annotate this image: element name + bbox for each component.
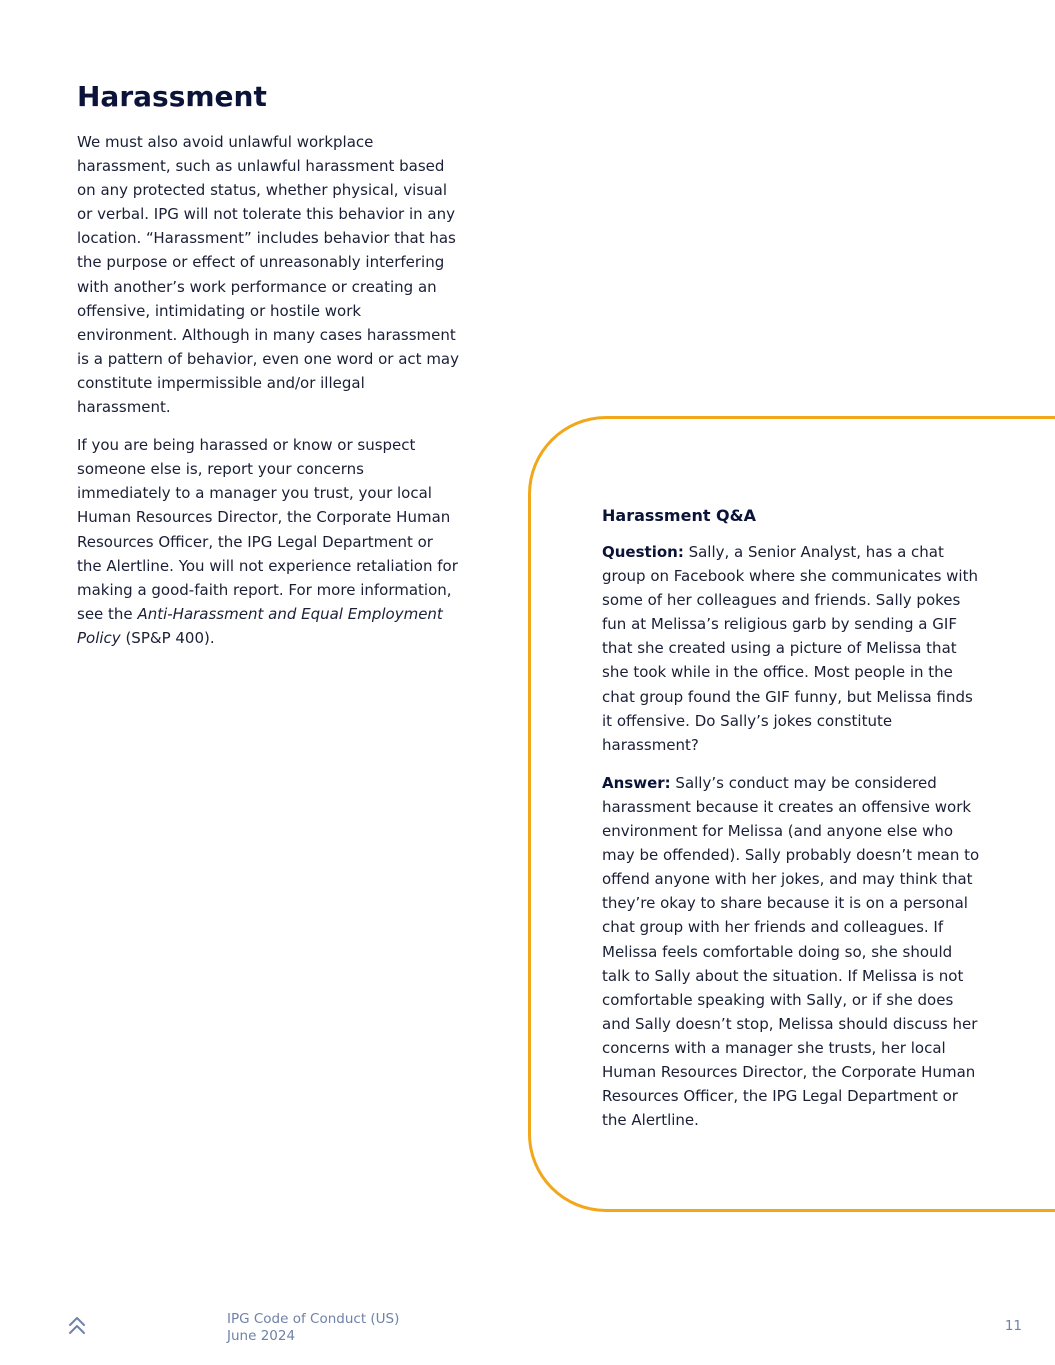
qa-callout [602,503,982,1146]
answer-label: Answer: [602,773,671,792]
reporting-paragraph [77,433,462,650]
page-number: 11 [1004,1318,1022,1334]
qa-answer [602,771,982,1132]
double-chevron-up-icon[interactable] [68,1316,86,1336]
footer-doc-date: June 2024 [227,1328,296,1344]
question-text: Sally, a Senior Analyst, has a chat group on Facebook where she communicates with some of her colleagues and friends. Sally pokes fun at Melissa’s religious garb by sending a GIF that she created using a picture of Melissa that she took while in the office. Most people in the chat group found the GIF funny, but Melissa finds it offensive. Do Sally’s jokes constitute harassment? [602,543,978,754]
qa-title: Harassment Q&A [602,506,756,525]
intro-paragraph: We must also avoid unlawful workplace harassment, such as unlawful harassment based on any protected status, whether physical, visual or verbal. IPG will not tolerate this behavior in any location. “Harassment” includes behavior that has the purpose or effect of unreasonably interfering with another’s work performance or creating an offensive, intimidating or hostile work environment. Although in many cases harassment is a pattern of behavior, even one word or act may constitute impermissible and/or illegal harassment. [77,133,460,417]
footer-document-info [227,1311,399,1345]
page-title: Harassment [77,80,267,113]
question-label: Question: [602,543,684,561]
qa-question [602,540,982,757]
policy-reference: Anti-Harassment and Equal Employment Policy [77,604,443,647]
harassment-section [77,78,462,664]
footer-doc-name: IPG Code of Conduct (US) [227,1311,400,1327]
policy-code: (SP&P 400). [120,628,215,647]
answer-text: Sally’s conduct may be considered harassment because it creates an offensive work environment for Melissa (and anyone else who may be offended). Sally probably doesn’t mean to offend anyone with her jokes, and may think that they’re okay to share because it is on a personal chat group with her friends and colleagues. If Melissa feels comfortable doing so, she should talk to Sally about the situation. If Melissa is not comfortable speaking with Sally, or if she does and Sally doesn’t stop, Melissa should discuss her concerns with a manager she trusts, her local Human Resources Director, the Corporate Human Resources Officer, the IPG Legal Department or the Alertline. [602,773,980,1130]
reporting-text: If you are being harassed or know or suspect someone else is, report your concerns immediately to a manager you trust, your local Human Resources Director, the Corporate Human Resources Officer, the IPG Legal Department or the Alertline. You will not experience retaliation for making a good-faith report. For more information, see the [77,436,458,623]
